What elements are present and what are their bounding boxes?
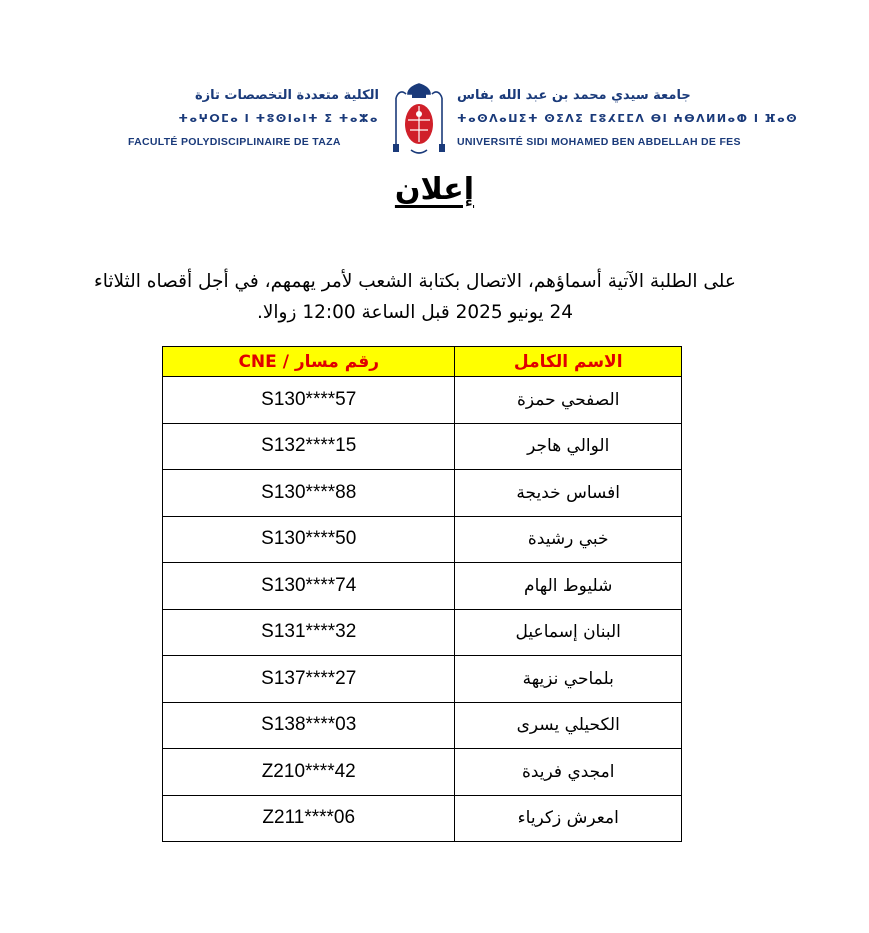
university-name-arabic: جامعة سيدي محمد بن عبد الله بفاس (457, 88, 691, 103)
announcement-line-1: على الطلبة الآتية أسماؤهم، الاتصال بكتابة الشعب لأمر يهمهم، في أجل أقصاه الثلاثاء (94, 271, 736, 292)
table-row (163, 516, 682, 563)
table-row (163, 423, 682, 470)
faculty-name-tifinagh: ⵜⴰⵖⵔⵎⴰ ⵏ ⵜⵓⵙⵏⴰⵏⵜ ⵉ ⵜⴰⵣⴰ (178, 112, 379, 125)
full-name-cell: الوالي هاجر (455, 423, 682, 470)
cne-cell: S138****03 (163, 702, 455, 749)
cne-cell: S131****32 (163, 609, 455, 656)
header-full-name: الاسم الكامل (455, 347, 682, 377)
full-name-cell: البنان إسماعيل (455, 609, 682, 656)
full-name-cell: الصفحي حمزة (455, 377, 682, 424)
cne-cell: Z211****06 (163, 795, 455, 842)
full-name-cell: شليوط الهام (455, 563, 682, 610)
university-name-tifinagh: ⵜⴰⵙⴷⴰⵡⵉⵜ ⵙⵉⴷⵉ ⵎⵓⵃⵎⵎⴷ ⴱⵏ ⵄⴱⴷⵍⵍⴰⵀ ⵏ ⴼⴰⵙ (457, 112, 799, 125)
table-row (163, 795, 682, 842)
table-row (163, 377, 682, 424)
university-crest-icon (388, 80, 450, 158)
table-row (163, 609, 682, 656)
announcement-line-2: 24 يونيو 2025 قبل الساعة 12:00 زوالا. (256, 302, 573, 323)
cne-cell: S130****57 (163, 377, 455, 424)
table-row (163, 656, 682, 703)
table-row (163, 563, 682, 610)
university-name-french: UNIVERSITÉ SIDI MOHAMED BEN ABDELLAH DE FES (457, 136, 741, 148)
header-cne: رقم مسار / CNE (163, 347, 455, 377)
full-name-cell: الكحيلي يسرى (455, 702, 682, 749)
cne-cell: S137****27 (163, 656, 455, 703)
table-row (163, 749, 682, 796)
full-name-cell: امعرش زكرياء (455, 795, 682, 842)
cne-cell: Z210****42 (163, 749, 455, 796)
cne-cell: S130****74 (163, 563, 455, 610)
full-name-cell: خبي رشيدة (455, 516, 682, 563)
table-row (163, 470, 682, 517)
cne-cell: S132****15 (163, 423, 455, 470)
full-name-cell: امجدي فريدة (455, 749, 682, 796)
announcement-body (70, 266, 760, 328)
announcement-title: إعلان (394, 172, 475, 207)
full-name-cell: بلماحي نزيهة (455, 656, 682, 703)
full-name-cell: افساس خديجة (455, 470, 682, 517)
table-header-row (163, 347, 682, 377)
faculty-name-french: FACULTÉ POLYDISCIPLINAIRE DE TAZA (128, 136, 341, 148)
faculty-name-arabic: الكلية متعددة التخصصات تازة (194, 88, 379, 103)
students-table (162, 346, 682, 842)
table-row (163, 702, 682, 749)
cne-cell: S130****88 (163, 470, 455, 517)
cne-cell: S130****50 (163, 516, 455, 563)
